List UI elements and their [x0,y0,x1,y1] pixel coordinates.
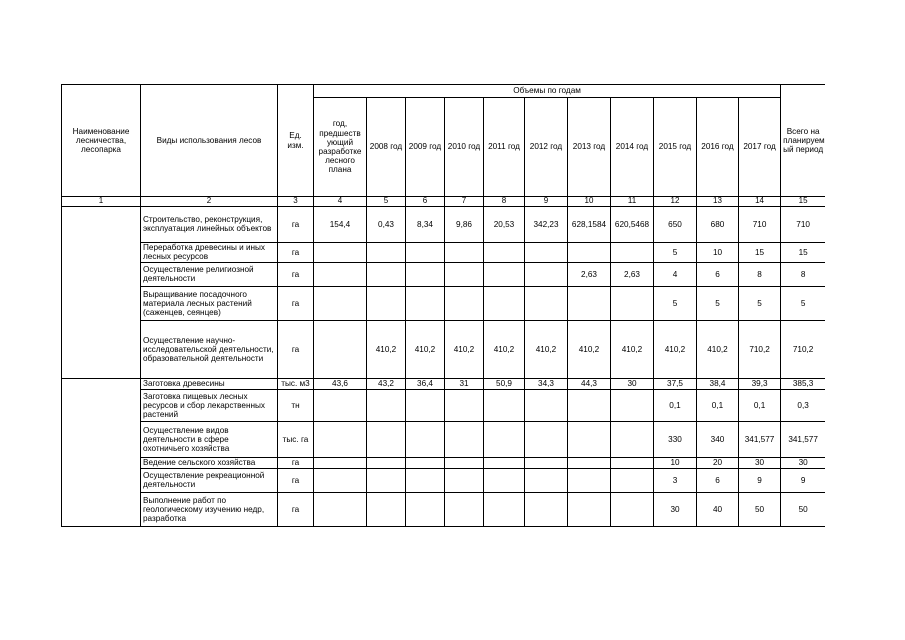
value-cell [484,468,525,492]
value-cell [568,286,611,320]
column-number-cell: 13 [697,197,739,207]
value-cell [568,389,611,421]
value-cell [367,242,406,262]
value-cell: 6 [697,468,739,492]
value-cell: 410,2 [525,320,568,378]
column-number-cell: 7 [445,197,484,207]
value-cell: 44,3 [568,378,611,389]
value-cell: 15 [739,242,781,262]
value-cell: 154,4 [314,206,367,242]
value-cell [484,421,525,457]
value-cell [484,457,525,468]
value-cell [314,457,367,468]
value-cell [611,457,654,468]
value-cell: 628,1584 [568,206,611,242]
unit-cell: тыс. га [278,421,314,457]
column-number-cell: 1 [62,197,141,207]
column-number-cell: 3 [278,197,314,207]
value-cell [314,320,367,378]
table-row [62,457,826,468]
table-row [62,242,826,262]
activity-cell: Ведение сельского хозяйства [141,457,278,468]
value-cell [314,389,367,421]
value-cell: 50 [739,492,781,526]
value-cell: 620,5468 [611,206,654,242]
column-number-cell: 12 [654,197,697,207]
value-cell: 340 [697,421,739,457]
value-cell [445,262,484,286]
total-cell: 8 [781,262,825,286]
value-cell [445,242,484,262]
value-cell [314,242,367,262]
value-cell [568,492,611,526]
value-cell: 2,63 [611,262,654,286]
value-cell [445,457,484,468]
activity-cell: Осуществление видов деятельности в сфере охотничьего хозяйства [141,421,278,457]
value-cell [406,468,445,492]
total-cell: 710 [781,206,825,242]
value-cell [367,421,406,457]
total-cell: 5 [781,286,825,320]
value-cell: 39,3 [739,378,781,389]
value-cell: 9 [739,468,781,492]
total-cell: 50 [781,492,825,526]
value-cell: 31 [445,378,484,389]
value-cell: 5 [697,286,739,320]
column-number-cell: 15 [781,197,825,207]
column-number-cell: 10 [568,197,611,207]
unit-cell: тн [278,389,314,421]
value-cell [445,389,484,421]
header-year-2016: 2016 год [697,98,739,197]
value-cell [525,492,568,526]
header-year-2008: 2008 год [367,98,406,197]
activity-cell: Осуществление научно-исследовательской деятельности, образовательной деятельности [141,320,278,378]
value-cell: 410,2 [697,320,739,378]
value-cell: 0,43 [367,206,406,242]
activity-cell: Строительство, реконструкция, эксплуатация линейных объектов [141,206,278,242]
value-cell [611,286,654,320]
forest-use-volumes-table [61,84,825,527]
forestry-name-cell-2 [62,378,141,526]
total-cell: 9 [781,468,825,492]
value-cell [445,468,484,492]
column-number-cell: 5 [367,197,406,207]
value-cell [568,468,611,492]
value-cell: 410,2 [568,320,611,378]
header-volumes-by-year: Объемы по годам [314,85,781,98]
activity-cell: Выращивание посадочного материала лесных растений (саженцев, сеянцев) [141,286,278,320]
value-cell [445,286,484,320]
value-cell [484,492,525,526]
value-cell [525,457,568,468]
value-cell [525,286,568,320]
column-number-cell: 11 [611,197,654,207]
value-cell [367,457,406,468]
total-cell: 341,577 [781,421,825,457]
value-cell: 4 [654,262,697,286]
total-cell: 710,2 [781,320,825,378]
value-cell: 50,9 [484,378,525,389]
value-cell: 410,2 [654,320,697,378]
unit-cell: га [278,492,314,526]
table-row [62,206,826,242]
header-year-2014: 2014 год [611,98,654,197]
value-cell: 5 [654,286,697,320]
value-cell: 710 [739,206,781,242]
value-cell: 34,3 [525,378,568,389]
value-cell [484,262,525,286]
header-year-2011: 2011 год [484,98,525,197]
value-cell [611,389,654,421]
column-number-cell: 14 [739,197,781,207]
header-year-prior: год, предшеств ующий разработке лесного плана [314,98,367,197]
table-row [62,378,826,389]
value-cell [484,286,525,320]
value-cell: 342,23 [525,206,568,242]
activity-cell: Заготовка древесины [141,378,278,389]
value-cell: 410,2 [484,320,525,378]
table-row [62,468,826,492]
value-cell: 10 [697,242,739,262]
value-cell: 330 [654,421,697,457]
value-cell [367,389,406,421]
value-cell: 0,1 [739,389,781,421]
table-row [62,421,826,457]
value-cell [367,492,406,526]
unit-cell: га [278,242,314,262]
total-cell: 385,3 [781,378,825,389]
total-cell: 15 [781,242,825,262]
total-cell: 30 [781,457,825,468]
value-cell [406,286,445,320]
value-cell [406,421,445,457]
column-number-cell: 9 [525,197,568,207]
value-cell: 650 [654,206,697,242]
value-cell: 43,6 [314,378,367,389]
value-cell: 9,86 [445,206,484,242]
value-cell [367,468,406,492]
value-cell: 36,4 [406,378,445,389]
value-cell [367,262,406,286]
activity-cell: Переработка древесины и иных лесных ресурсов [141,242,278,262]
value-cell: 0,1 [654,389,697,421]
table-body [62,206,826,526]
header-unit: Ед. изм. [278,85,314,197]
value-cell [314,286,367,320]
value-cell [611,468,654,492]
value-cell [406,457,445,468]
value-cell: 680 [697,206,739,242]
value-cell [314,468,367,492]
value-cell: 20,53 [484,206,525,242]
value-cell [568,242,611,262]
value-cell [611,421,654,457]
header-row-1 [62,85,826,98]
header-year-2012: 2012 год [525,98,568,197]
column-number-cell: 4 [314,197,367,207]
table-row [62,286,826,320]
header-year-2015: 2015 год [654,98,697,197]
unit-cell: тыс. м3 [278,378,314,389]
header-total: Всего на планируем ый период [781,85,825,197]
value-cell: 37,5 [654,378,697,389]
table-row [62,262,826,286]
value-cell [525,242,568,262]
value-cell [525,421,568,457]
value-cell [314,421,367,457]
unit-cell: га [278,286,314,320]
value-cell [406,262,445,286]
value-cell: 5 [654,242,697,262]
header-use-types: Виды использования лесов [141,85,278,197]
value-cell [484,389,525,421]
table-row [62,492,826,526]
value-cell [525,389,568,421]
column-number-cell: 6 [406,197,445,207]
unit-cell: га [278,320,314,378]
value-cell [406,389,445,421]
header-year-2009: 2009 год [406,98,445,197]
value-cell: 410,2 [406,320,445,378]
value-cell: 2,63 [568,262,611,286]
value-cell: 0,1 [697,389,739,421]
value-cell [314,492,367,526]
value-cell: 8 [739,262,781,286]
value-cell [568,421,611,457]
value-cell [611,242,654,262]
value-cell: 5 [739,286,781,320]
table-row [62,389,826,421]
activity-cell: Выполнение работ по геологическому изучению недр, разработка [141,492,278,526]
value-cell [406,492,445,526]
table-row [62,320,826,378]
unit-cell: га [278,468,314,492]
value-cell [484,242,525,262]
value-cell [525,262,568,286]
unit-cell: га [278,457,314,468]
activity-cell: Заготовка пищевых лесных ресурсов и сбор лекарственных растений [141,389,278,421]
forest-use-table-container [61,84,825,539]
value-cell: 30 [611,378,654,389]
value-cell [445,421,484,457]
column-number-cell: 2 [141,197,278,207]
value-cell: 710,2 [739,320,781,378]
value-cell: 3 [654,468,697,492]
value-cell: 40 [697,492,739,526]
value-cell [314,262,367,286]
unit-cell: га [278,206,314,242]
value-cell [611,492,654,526]
value-cell: 410,2 [445,320,484,378]
value-cell: 8,34 [406,206,445,242]
unit-cell: га [278,262,314,286]
value-cell: 20 [697,457,739,468]
value-cell: 341,577 [739,421,781,457]
header-year-2010: 2010 год [445,98,484,197]
value-cell: 410,2 [367,320,406,378]
value-cell: 43,2 [367,378,406,389]
header-forestry-name: Наименование лесничества, лесопарка [62,85,141,197]
column-numbers-row [62,197,826,207]
header-year-2017: 2017 год [739,98,781,197]
total-cell: 0,3 [781,389,825,421]
column-number-cell: 8 [484,197,525,207]
value-cell [367,286,406,320]
header-year-2013: 2013 год [568,98,611,197]
value-cell: 30 [654,492,697,526]
value-cell: 10 [654,457,697,468]
activity-cell: Осуществление рекреационной деятельности [141,468,278,492]
value-cell [525,468,568,492]
value-cell [445,492,484,526]
value-cell: 38,4 [697,378,739,389]
value-cell: 30 [739,457,781,468]
forestry-name-cell-1 [62,206,141,378]
value-cell [406,242,445,262]
activity-cell: Осуществление религиозной деятельности [141,262,278,286]
value-cell: 6 [697,262,739,286]
value-cell: 410,2 [611,320,654,378]
value-cell [568,457,611,468]
